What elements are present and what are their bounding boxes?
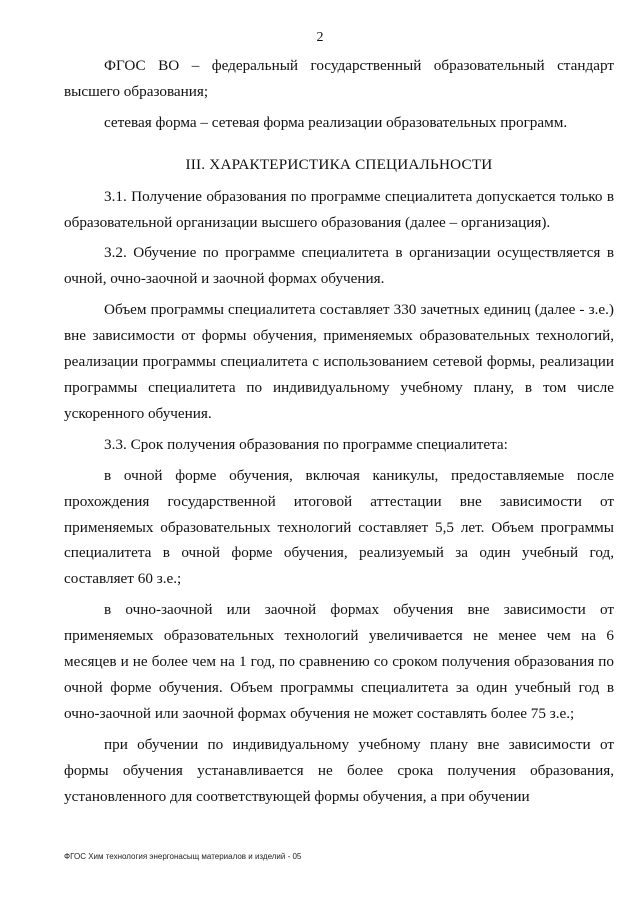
paragraph-3-3: 3.3. Срок получения образования по программе специалитета: <box>104 435 508 453</box>
paragraph-3-1: 3.1. Получение образования по программе специалитета допускается только в образовательной организации высшего образования (далее – организация). <box>64 187 614 231</box>
paragraph-full-time: в очной форме обучения, включая каникулы, предоставляемые после прохождения государственной итоговой аттестации вне зависимости от применяемых образовательных технологий составляет 5,5 лет. Объем программы специалитета в очной форме обучения, реализуемый за один учебный год, составляет 60 з.е.; <box>64 466 614 588</box>
section-heading: III. ХАРАКТЕРИСТИКА СПЕЦИАЛЬНОСТИ <box>185 155 493 173</box>
page-number: 2 <box>316 30 324 45</box>
paragraph-part-time: в очно-заочной или заочной формах обучения вне зависимости от применяемых образовательных технологий увеличивается не менее чем на 6 месяцев и не более чем на 1 год, по сравнению со сроком получения образования по очной форме обучения. Объем программы специалитета за один учебный год в очно-заочной или заочной формах обучения не может составлять более 75 з.е.; <box>64 601 614 722</box>
document-body <box>64 53 614 814</box>
definition-fgos: ФГОС ВО – федеральный государственный образовательный стандарт высшего образования; <box>64 57 614 100</box>
paragraph-3-2: 3.2. Обучение по программе специалитета в организации осуществляется в очной, очно-заочной и заочной формах обучения. <box>64 244 614 288</box>
page-footer: ФГОС Хим технология энергонасыщ материалов и изделий - 05 <box>64 852 302 861</box>
definition-network-form: сетевая форма – сетевая форма реализации образовательных программ. <box>104 113 568 131</box>
paragraph-program-volume: Объем программы специалитета составляет 330 зачетных единиц (далее - з.е.) вне зависимости от формы обучения, применяемых образовательных технологий, реализации программы специалитета с использованием сетевой формы, реализации программы специалитета по индивидуальному учебному плану, в том числе ускоренного обучения. <box>64 301 614 422</box>
paragraph-individual-plan: при обучении по индивидуальному учебному плану вне зависимости от формы обучения устанавливается не более срока получения образования, установленного для соответствующей формы обучения, а при обучении <box>64 735 614 805</box>
